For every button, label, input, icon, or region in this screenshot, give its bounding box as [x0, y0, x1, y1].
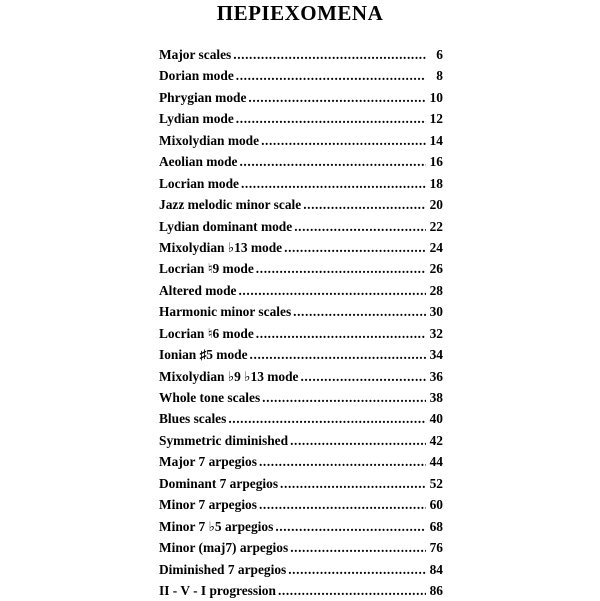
toc-dot-leader [256, 323, 426, 344]
toc-entry-label: Mixolydian mode [159, 132, 260, 148]
toc-entry-page-number: 34 [429, 347, 443, 363]
toc-dot-leader [259, 494, 426, 515]
toc-entry-page-number: 24 [429, 239, 443, 255]
toc-entry-label: Phrygian mode [159, 89, 247, 105]
toc-dot-leader [280, 473, 426, 494]
toc-entry [159, 451, 443, 472]
toc-entry [159, 430, 443, 451]
toc-entry [159, 194, 443, 215]
toc-entry-label: Ionian ♯5 mode [159, 347, 248, 363]
toc-entry [159, 516, 443, 537]
toc-entry-label: Minor 7 arpegios [159, 497, 257, 513]
toc-dot-leader [236, 108, 426, 129]
toc-dot-leader [236, 65, 426, 86]
toc-entry [159, 258, 443, 279]
toc-entry-page-number: 60 [429, 497, 443, 513]
toc-dot-leader [290, 537, 426, 558]
toc-entry-page-number: 38 [429, 390, 443, 405]
toc-entry-page-number: 16 [429, 154, 443, 170]
toc-entry [159, 408, 443, 429]
toc-entry-page-number: 20 [429, 197, 443, 213]
toc-entry-page-number: 30 [429, 304, 443, 320]
toc-dot-leader [250, 344, 426, 365]
toc-entry [159, 44, 443, 65]
toc-entry-label: Locrian ♮6 mode [159, 325, 254, 341]
page-title: ΠΕΡΙΕΧΟΜΕΝΑ [216, 1, 384, 25]
toc-entry-label: Altered mode [159, 282, 237, 298]
toc-entry [159, 216, 443, 237]
toc-entry-page-number: 18 [429, 175, 443, 191]
toc-entry-label: Minor (maj7) arpegios [159, 540, 289, 556]
toc-entry-page-number: 68 [429, 518, 443, 534]
toc-dot-leader [233, 44, 426, 65]
toc-entry [159, 237, 443, 258]
toc-dot-leader [228, 408, 426, 429]
toc-entry [159, 130, 443, 151]
toc-entry-page-number: 52 [429, 475, 443, 491]
toc-entry-label: Locrian ♮9 mode [159, 261, 254, 277]
toc-dot-leader [290, 430, 426, 451]
toc-dot-leader [248, 87, 426, 108]
toc-entry-label: Mixolydian ♭9 ♭13 mode [159, 368, 299, 384]
toc-entry-page-number: 86 [429, 582, 443, 598]
toc-dot-leader [278, 580, 426, 601]
toc-entry [159, 559, 443, 580]
toc-entry-page-number: 44 [429, 454, 443, 470]
toc-entry-label: Symmetric diminished [159, 432, 289, 448]
toc-entry-page-number: 36 [429, 368, 443, 384]
toc-dot-leader [239, 151, 426, 172]
toc-dot-leader [288, 559, 426, 580]
toc-entry [159, 280, 443, 301]
toc-entry [159, 151, 443, 172]
toc-entry-label: Blues scales [159, 411, 227, 427]
toc-entry [159, 344, 443, 365]
toc-entry-label: Jazz melodic minor scale [159, 197, 302, 213]
toc-entry [159, 87, 443, 108]
toc-entry-page-number: 10 [429, 89, 443, 105]
toc-entry [159, 108, 443, 129]
toc-dot-leader [303, 194, 426, 215]
toc-dot-leader [284, 237, 426, 258]
toc-entry-page-number: 22 [429, 218, 443, 234]
toc-entry-page-number: 32 [429, 325, 443, 341]
toc-entry [159, 323, 443, 344]
toc-entry [159, 494, 443, 515]
toc-dot-leader [261, 130, 426, 151]
toc-dot-leader [275, 516, 426, 537]
toc-entry-page-number: 28 [429, 282, 443, 298]
toc-entry-label: Mixolydian ♭13 mode [159, 239, 283, 255]
toc-entry-page-number: 40 [429, 411, 443, 427]
toc-entry [159, 580, 443, 601]
toc-entry-page-number: 76 [429, 540, 443, 556]
toc-entry [159, 537, 443, 558]
toc-entry-page-number: 12 [429, 111, 443, 127]
toc-entry-label: Dorian mode [159, 68, 234, 84]
toc-entry-label: Locrian mode [159, 175, 239, 191]
toc-entry-label: Whole tone scales [159, 390, 261, 405]
toc-entry-page-number: 26 [429, 261, 443, 277]
toc-entry-label: Minor 7 ♭5 arpegios [159, 518, 274, 534]
toc-dot-leader [294, 216, 426, 237]
toc-entry [159, 366, 443, 387]
toc-dot-leader [300, 366, 426, 387]
toc-entry-page-number: 8 [436, 68, 443, 84]
toc-entry-label: Harmonic minor scales [159, 304, 292, 320]
toc-entry-label: Lydian mode [159, 111, 234, 127]
toc-dot-leader [262, 387, 426, 408]
toc-entry-label: II - V - I progression [159, 582, 276, 598]
toc-entry [159, 301, 443, 322]
toc-entry-label: Aeolian mode [159, 154, 238, 170]
toc-entry-label: Diminished 7 arpegios [159, 561, 287, 577]
toc-dot-leader [259, 451, 426, 472]
toc-entry-page-number: 14 [429, 132, 443, 148]
toc-entry-page-number: 84 [429, 561, 443, 577]
toc-entry [159, 65, 443, 86]
toc-entry-page-number: 42 [429, 432, 443, 448]
toc-dot-leader [256, 258, 426, 279]
table-of-contents [159, 44, 443, 601]
toc-entry [159, 387, 443, 408]
toc-entry [159, 173, 443, 194]
toc-entry-label: Major 7 arpegios [159, 454, 257, 470]
toc-entry-page-number: 6 [436, 47, 443, 62]
toc-entry [159, 473, 443, 494]
toc-dot-leader [238, 280, 426, 301]
toc-entry-label: Lydian dominant mode [159, 218, 293, 234]
toc-dot-leader [293, 301, 426, 322]
toc-entry-label: Major scales [159, 47, 232, 62]
toc-dot-leader [241, 173, 426, 194]
toc-entry-label: Dominant 7 arpegios [159, 475, 279, 491]
